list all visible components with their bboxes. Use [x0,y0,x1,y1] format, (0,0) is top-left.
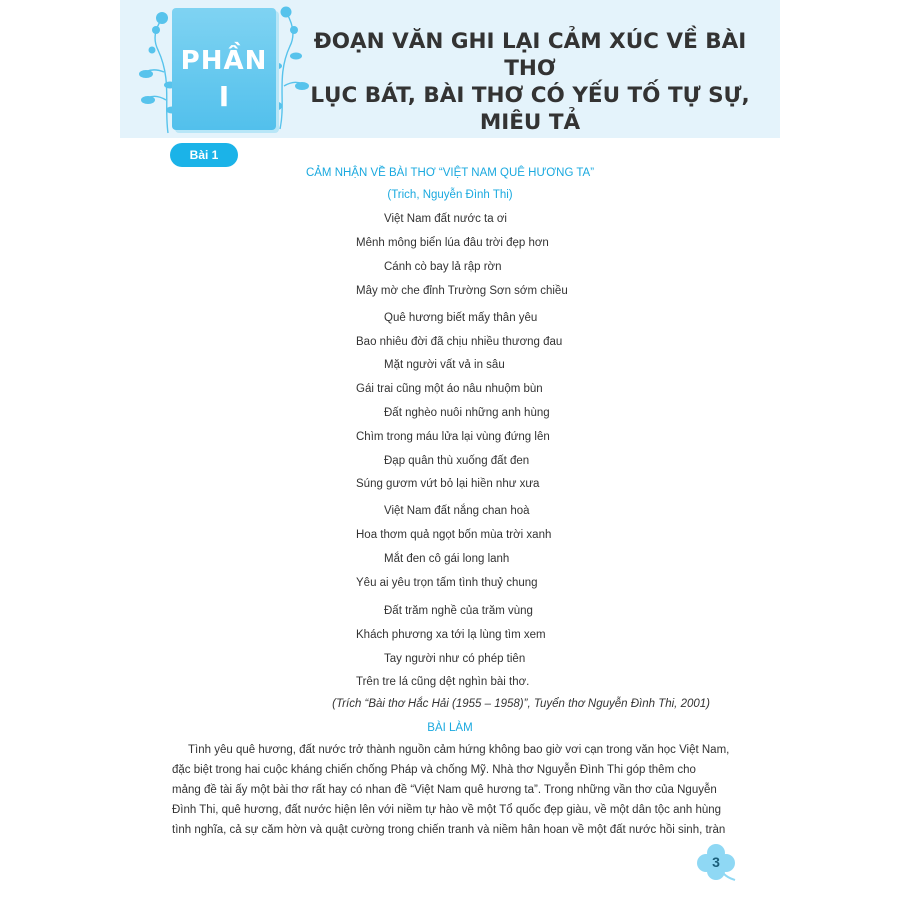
poem-source: (Trich, Nguyễn Đình Thi) [387,189,513,201]
part-box [172,8,276,130]
poem-line: Cánh cò bay lả rập rờn [384,261,502,273]
paragraph-line: mảng đề tài ấy một bài thơ rất hay có nhan đề “Việt Nam quê hương ta”. Trong những vần thơ của Nguyễn [172,784,717,796]
poem-line: Đạp quân thù xuống đất đen [384,455,530,467]
part-number: I [218,80,230,113]
poem-line: Mênh mông biển lúa đâu trời đẹp hơn [356,237,549,249]
poem-citation: (Trích “Bài thơ Hắc Hải (1955 – 1958)”, Tuyển thơ Nguyễn Đình Thi, 2001) [332,698,710,710]
poem-line: Trên tre lá cũng dệt nghìn bài thơ. [356,676,530,688]
poem-line: Việt Nam đất nắng chan hoà [384,505,530,517]
poem-line: Đất trăm nghề của trăm vùng [384,605,533,617]
poem-line: Mây mờ che đỉnh Trường Sơn sớm chiều [356,285,568,297]
poem-line: Bao nhiêu đời đã chịu nhiều thương đau [356,336,563,348]
paragraph-line: Đình Thi, quê hương, đất nước hiện lên với niềm tự hào về một Tổ quốc đẹp giàu, về một dân tộc anh hùng [172,804,722,816]
chapter-title-line: MIÊU TẢ [479,110,581,135]
work-title: BÀI LÀM [427,722,473,734]
poem-line: Việt Nam đất nước ta ơi [384,213,507,225]
poem-title: CẢM NHẬN VỀ BÀI THƠ “VIỆT NAM QUÊ HƯƠNG TA” [305,167,595,179]
chapter-title [300,28,760,136]
poem-line: Tay người như có phép tiên [384,653,526,665]
paragraph-line: tình nghĩa, cả sự căm hờn và quật cường trong chiến tranh và niềm hân hoan về một đất nước hồi sinh, tràn [172,824,726,836]
page-number: 3 [712,854,720,870]
paragraph-line: đặc biệt trong hai cuộc kháng chiến chống Pháp và chống Mỹ. Nhà thơ Nguyễn Đình Thi góp thêm cho [172,764,696,776]
poem-line: Mặt người vất vả in sâu [384,359,505,371]
poem-line: Khách phương xa tới lạ lùng tìm xem [356,629,546,641]
chapter-title-line: ĐOẠN VĂN GHI LẠI CẢM XÚC VỀ BÀI THƠ [313,29,747,81]
poem-line: Quê hương biết mấy thân yêu [384,312,538,324]
part-label: PHẦN [180,46,268,76]
chapter-title-line: LỤC BÁT, BÀI THƠ CÓ YẾU TỐ TỰ SỰ, [310,83,750,108]
paragraph-line: Tình yêu quê hương, đất nước trở thành nguồn cảm hứng không bao giờ vơi cạn trong văn học Việt Nam, [188,744,730,756]
poem-line: Hoa thơm quả ngọt bốn mùa trời xanh [356,529,552,541]
poem-line: Gái trai cũng một áo nâu nhuộm bùn [356,383,543,395]
exercise-badge: Bài 1 [170,143,238,167]
page-number-badge [694,842,738,882]
poem-line: Đất nghèo nuôi những anh hùng [384,407,550,419]
poem-line: Mắt đen cô gái long lanh [384,553,510,565]
poem-line: Yêu ai yêu trọn tấm tình thuỷ chung [356,577,538,589]
poem-line: Súng gươm vứt bỏ lại hiền như xưa [356,478,540,490]
poem-line: Chìm trong máu lửa lại vùng đứng lên [356,431,550,443]
